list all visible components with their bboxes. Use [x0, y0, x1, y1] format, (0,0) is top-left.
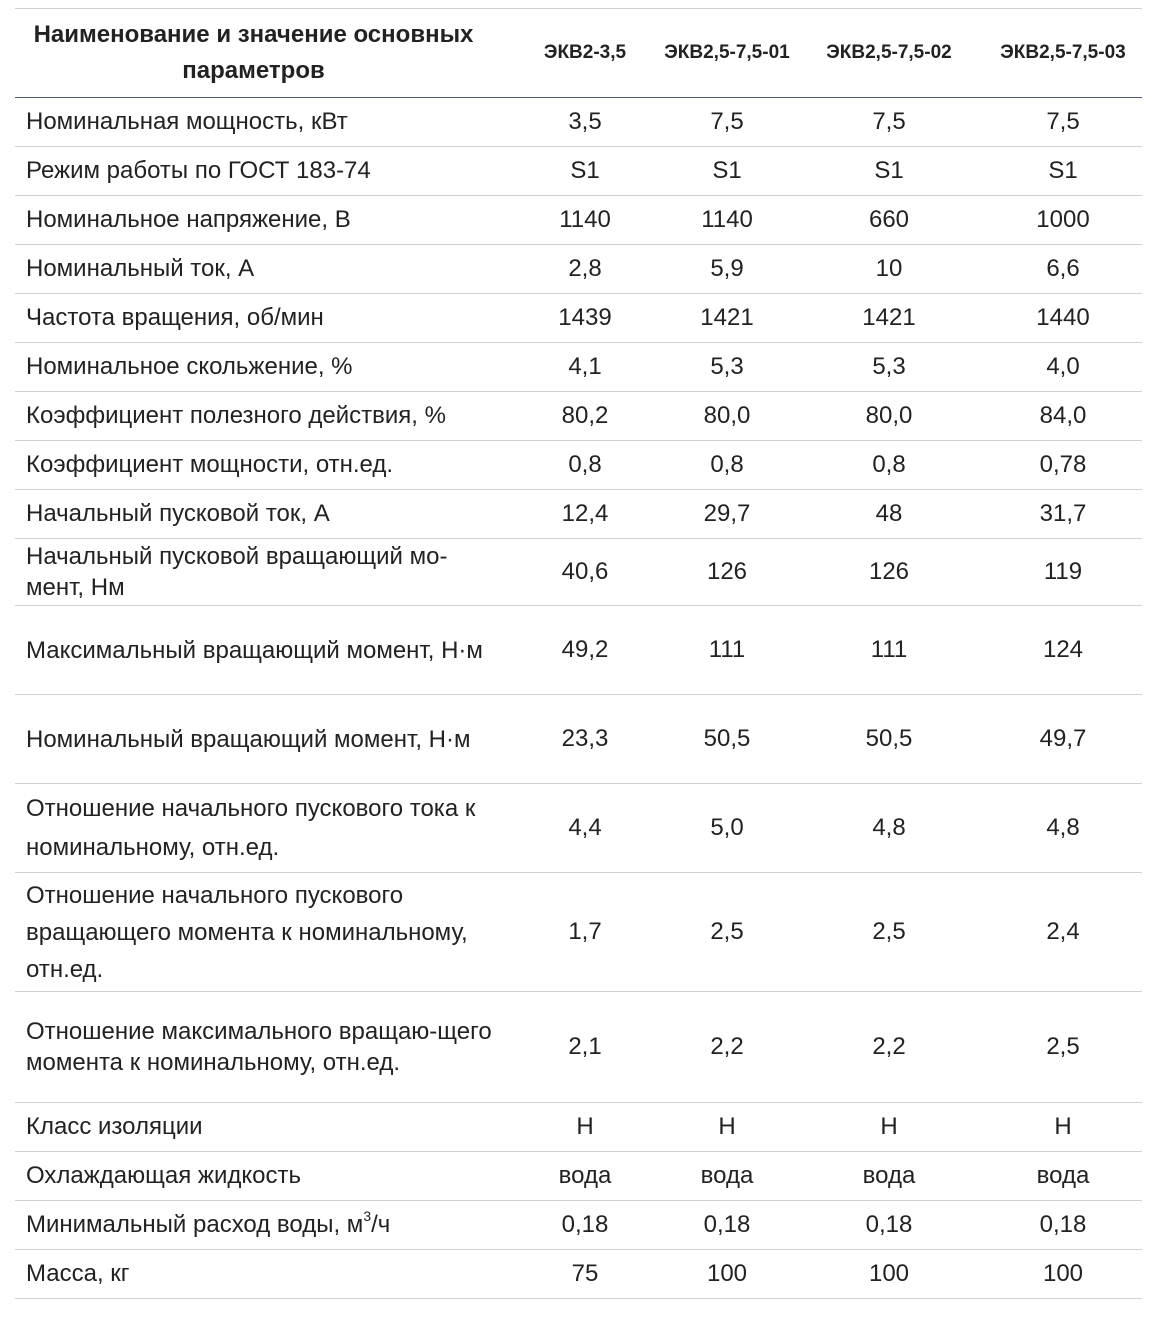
table-row — [15, 441, 1142, 490]
table-row — [15, 196, 1142, 245]
table-row — [15, 695, 1142, 784]
param-value: 1000 — [984, 196, 1142, 245]
model-column-header: ЭКВ2,5-7,5-03 — [984, 9, 1142, 98]
param-name: Номинальное напряжение, В — [15, 196, 510, 245]
table-row — [15, 1103, 1142, 1152]
param-value: 126 — [660, 539, 794, 606]
param-value: 48 — [794, 490, 984, 539]
param-name-suffix: /ч — [371, 1211, 391, 1238]
param-name: Охлаждающая жидкость — [15, 1152, 510, 1201]
param-value: 75 — [510, 1250, 660, 1299]
param-value: 2,5 — [660, 873, 794, 992]
param-value: 50,5 — [660, 695, 794, 784]
param-name: Номинальный вращающий момент, Н·м — [15, 695, 510, 784]
param-value: 29,7 — [660, 490, 794, 539]
param-value: H — [794, 1103, 984, 1152]
param-value: 12,4 — [510, 490, 660, 539]
param-value: S1 — [794, 147, 984, 196]
model-column-header: ЭКВ2,5-7,5-02 — [794, 9, 984, 98]
param-value: вода — [510, 1152, 660, 1201]
param-value: вода — [984, 1152, 1142, 1201]
table-row — [15, 294, 1142, 343]
param-value: 0,8 — [510, 441, 660, 490]
param-value: 0,8 — [794, 441, 984, 490]
param-value: 1140 — [660, 196, 794, 245]
param-value: 100 — [660, 1250, 794, 1299]
param-value: H — [660, 1103, 794, 1152]
param-name: Отношение начального пускового вращающего момента к номинальному, отн.ед. — [15, 873, 510, 992]
param-name-text: Минимальный расход воды, м — [26, 1211, 364, 1238]
param-value: 0,78 — [984, 441, 1142, 490]
param-name: Режим работы по ГОСТ 183-74 — [15, 147, 510, 196]
param-value: 4,0 — [984, 343, 1142, 392]
param-value: 5,0 — [660, 784, 794, 873]
param-value: 2,8 — [510, 245, 660, 294]
param-value: 111 — [660, 606, 794, 695]
param-value: 7,5 — [660, 98, 794, 147]
param-name: Масса, кг — [15, 1250, 510, 1299]
param-value: 49,7 — [984, 695, 1142, 784]
param-value: 2,2 — [794, 992, 984, 1103]
param-value: 1,7 — [510, 873, 660, 992]
param-value: 1440 — [984, 294, 1142, 343]
param-name: Номинальная мощность, кВт — [15, 98, 510, 147]
table-row — [15, 873, 1142, 992]
param-value: 6,6 — [984, 245, 1142, 294]
param-value: 5,3 — [794, 343, 984, 392]
param-value: 100 — [984, 1250, 1142, 1299]
table-row — [15, 539, 1142, 606]
table-row — [15, 1152, 1142, 1201]
param-name: Отношение максимального вращаю-щего момента к номинальному, отн.ед. — [15, 992, 510, 1103]
table-body — [15, 98, 1142, 1299]
param-value: 10 — [794, 245, 984, 294]
param-value: 2,5 — [794, 873, 984, 992]
param-name: Номинальное скольжение, % — [15, 343, 510, 392]
model-column-header: ЭКВ2-3,5 — [510, 9, 660, 98]
param-value: 7,5 — [984, 98, 1142, 147]
param-value: 7,5 — [794, 98, 984, 147]
param-name: Коэффициент полезного действия, % — [15, 392, 510, 441]
table-row — [15, 343, 1142, 392]
param-value: 0,18 — [984, 1201, 1142, 1250]
param-name: Номинальный ток, А — [15, 245, 510, 294]
param-name — [15, 1201, 510, 1250]
param-value: 49,2 — [510, 606, 660, 695]
param-value: 4,4 — [510, 784, 660, 873]
param-value: 119 — [984, 539, 1142, 606]
param-value: 2,2 — [660, 992, 794, 1103]
param-name: Частота вращения, об/мин — [15, 294, 510, 343]
param-value: 111 — [794, 606, 984, 695]
table-row — [15, 784, 1142, 873]
param-value: 1140 — [510, 196, 660, 245]
param-column-header: Наименование и значение основных параметров — [15, 9, 510, 98]
param-name: Отношение начального пускового тока к номинальному, отн.ед. — [15, 784, 510, 873]
param-value: S1 — [510, 147, 660, 196]
param-value: 0,8 — [660, 441, 794, 490]
table-header — [15, 9, 1142, 98]
param-name: Класс изоляции — [15, 1103, 510, 1152]
param-value: вода — [794, 1152, 984, 1201]
table-row — [15, 992, 1142, 1103]
param-value: 0,18 — [794, 1201, 984, 1250]
param-value: 2,1 — [510, 992, 660, 1103]
param-value: 31,7 — [984, 490, 1142, 539]
param-value: 1439 — [510, 294, 660, 343]
model-column-header: ЭКВ2,5-7,5-01 — [660, 9, 794, 98]
param-name: Начальный пусковой вращающий мо-мент, Нм — [15, 539, 510, 606]
param-value: вода — [660, 1152, 794, 1201]
param-name: Коэффициент мощности, отн.ед. — [15, 441, 510, 490]
param-value: 1421 — [794, 294, 984, 343]
motor-specs-table — [15, 8, 1142, 1299]
param-value: 80,0 — [660, 392, 794, 441]
table-row — [15, 392, 1142, 441]
param-value: 4,8 — [794, 784, 984, 873]
param-value: 100 — [794, 1250, 984, 1299]
table-row — [15, 147, 1142, 196]
param-value: 5,9 — [660, 245, 794, 294]
table-row — [15, 1250, 1142, 1299]
param-value: 5,3 — [660, 343, 794, 392]
header-row — [15, 9, 1142, 98]
param-value: 3,5 — [510, 98, 660, 147]
table-row — [15, 98, 1142, 147]
param-value: 80,2 — [510, 392, 660, 441]
param-value: H — [984, 1103, 1142, 1152]
param-value: 1421 — [660, 294, 794, 343]
param-value: 124 — [984, 606, 1142, 695]
param-value: 0,18 — [510, 1201, 660, 1250]
param-name: Максимальный вращающий момент, Н·м — [15, 606, 510, 695]
param-value: S1 — [984, 147, 1142, 196]
table-row — [15, 1201, 1142, 1250]
param-value: 80,0 — [794, 392, 984, 441]
table-row — [15, 490, 1142, 539]
param-value: H — [510, 1103, 660, 1152]
unit-superscript: 3 — [363, 1208, 372, 1224]
param-value: 660 — [794, 196, 984, 245]
param-value: 40,6 — [510, 539, 660, 606]
table-row — [15, 606, 1142, 695]
param-value: S1 — [660, 147, 794, 196]
param-value: 84,0 — [984, 392, 1142, 441]
param-value: 2,4 — [984, 873, 1142, 992]
specs-table-container — [15, 8, 1142, 1299]
param-value: 23,3 — [510, 695, 660, 784]
param-value: 50,5 — [794, 695, 984, 784]
table-row — [15, 245, 1142, 294]
param-value: 126 — [794, 539, 984, 606]
param-value: 0,18 — [660, 1201, 794, 1250]
param-name: Начальный пусковой ток, А — [15, 490, 510, 539]
param-value: 4,8 — [984, 784, 1142, 873]
param-value: 4,1 — [510, 343, 660, 392]
param-value: 2,5 — [984, 992, 1142, 1103]
